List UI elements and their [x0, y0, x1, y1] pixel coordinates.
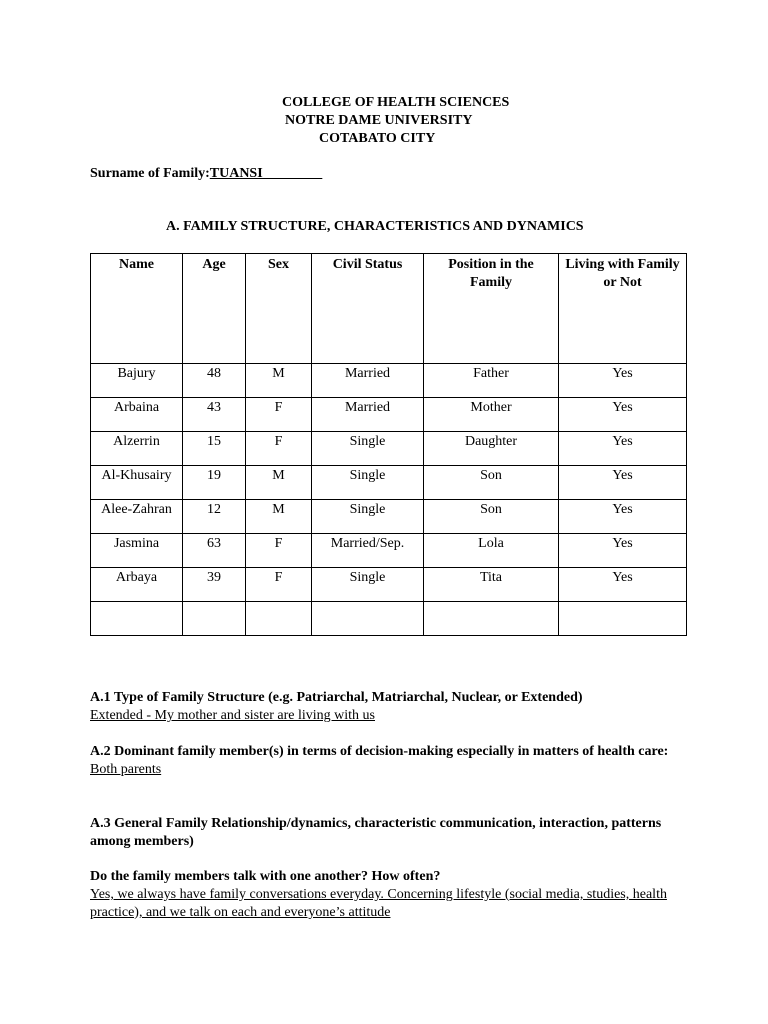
table-row-empty [91, 602, 687, 636]
cell-living: Yes [559, 466, 687, 500]
cell-name: Alee-Zahran [91, 500, 183, 534]
question-a3: A.3 General Family Relationship/dynamics, characteristic communication, interaction, patterns among members) [90, 816, 662, 849]
cell-age: 15 [183, 432, 246, 466]
cell-age: 12 [183, 500, 246, 534]
cell-position: Son [424, 466, 559, 500]
question-a1: A.1 Type of Family Structure (e.g. Patriarchal, Matriarchal, Nuclear, or Extended) [90, 690, 583, 705]
cell-position: Daughter [424, 432, 559, 466]
cell-civil-status: Single [312, 432, 424, 466]
cell-name: Alzerrin [91, 432, 183, 466]
table-header-row [91, 254, 687, 364]
cell-age: 19 [183, 466, 246, 500]
cell-position: Son [424, 500, 559, 534]
question-a2: A.2 Dominant family member(s) in terms of decision-making especially in matters of health care: [90, 744, 669, 759]
section-title: A. FAMILY STRUCTURE, CHARACTERISTICS AND DYNAMICS [166, 219, 584, 234]
cell-sex: M [246, 500, 312, 534]
cell-living: Yes [559, 398, 687, 432]
cell-civil-status: Single [312, 568, 424, 602]
cell-position: Mother [424, 398, 559, 432]
empty-cell [246, 602, 312, 636]
header-living-with-family: Living with Family or Not [559, 254, 687, 364]
answer-talk-frequency: Yes, we always have family conversations everyday. Concerning lifestyle (social media, studies, health practice), and we talk on each and everyone’s attitude [90, 887, 667, 920]
college-name: COLLEGE OF HEALTH SCIENCES [282, 95, 510, 110]
surname-value: TUANSI ________ [209, 166, 323, 181]
surname-label: Surname of Family: [90, 166, 210, 181]
table-row [91, 534, 687, 568]
question-a3-sub-block [90, 868, 690, 922]
cell-civil-status: Married [312, 398, 424, 432]
cell-name: Bajury [91, 364, 183, 398]
cell-position: Lola [424, 534, 559, 568]
table-row [91, 466, 687, 500]
answer-a1: Extended - My mother and sister are living with us [90, 708, 375, 723]
family-table [90, 253, 687, 636]
empty-cell [91, 602, 183, 636]
city-name: COTABATO CITY [319, 131, 436, 146]
table-row [91, 500, 687, 534]
university-name: NOTRE DAME UNIVERSITY [285, 113, 473, 128]
cell-age: 63 [183, 534, 246, 568]
question-talk-frequency: Do the family members talk with one another? How often? [90, 869, 441, 884]
empty-cell [183, 602, 246, 636]
cell-age: 39 [183, 568, 246, 602]
empty-cell [559, 602, 687, 636]
empty-cell [312, 602, 424, 636]
cell-age: 43 [183, 398, 246, 432]
cell-civil-status: Single [312, 500, 424, 534]
cell-living: Yes [559, 534, 687, 568]
surname-field [90, 165, 322, 183]
table-row [91, 398, 687, 432]
header-sex: Sex [246, 254, 312, 364]
cell-name: Arbaya [91, 568, 183, 602]
cell-age: 48 [183, 364, 246, 398]
cell-living: Yes [559, 364, 687, 398]
cell-civil-status: Married [312, 364, 424, 398]
cell-sex: F [246, 534, 312, 568]
header-name: Name [91, 254, 183, 364]
header-age: Age [183, 254, 246, 364]
empty-cell [424, 602, 559, 636]
cell-name: Jasmina [91, 534, 183, 568]
cell-name: Arbaina [91, 398, 183, 432]
header-civil-status: Civil Status [312, 254, 424, 364]
cell-position: Tita [424, 568, 559, 602]
cell-name: Al-Khusairy [91, 466, 183, 500]
cell-sex: F [246, 398, 312, 432]
cell-civil-status: Single [312, 466, 424, 500]
cell-sex: M [246, 466, 312, 500]
cell-sex: M [246, 364, 312, 398]
cell-living: Yes [559, 568, 687, 602]
question-a1-block [90, 689, 690, 725]
question-a3-block [90, 815, 690, 851]
table-row [91, 432, 687, 466]
cell-position: Father [424, 364, 559, 398]
cell-living: Yes [559, 432, 687, 466]
table-row [91, 568, 687, 602]
cell-civil-status: Married/Sep. [312, 534, 424, 568]
cell-sex: F [246, 432, 312, 466]
cell-sex: F [246, 568, 312, 602]
question-a2-block [90, 743, 690, 779]
answer-a2: Both parents [90, 762, 162, 777]
cell-living: Yes [559, 500, 687, 534]
header-position: Position in the Family [424, 254, 559, 364]
table-row [91, 364, 687, 398]
